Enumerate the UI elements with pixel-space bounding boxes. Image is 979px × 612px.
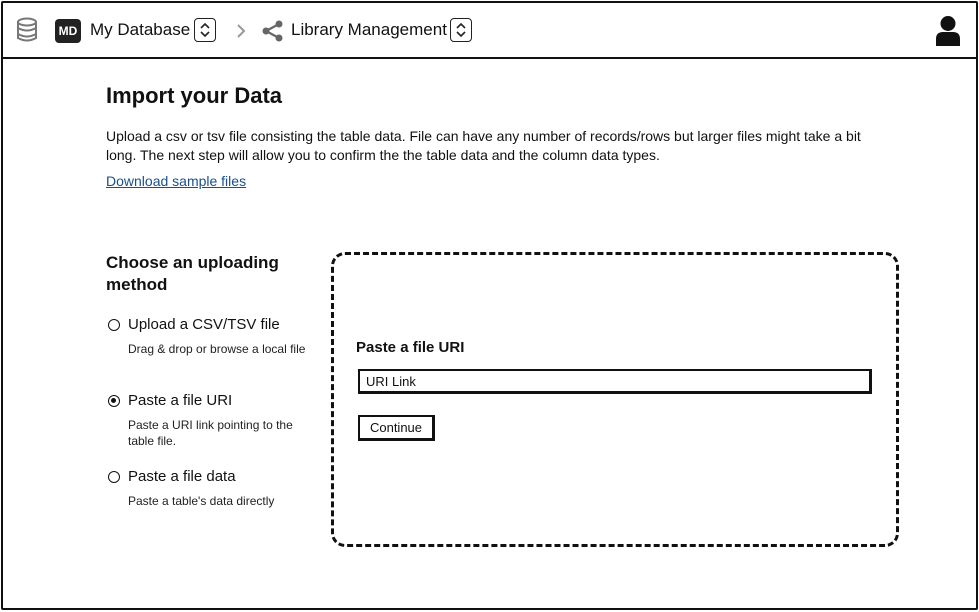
uri-field-label: Paste a file URI — [356, 339, 465, 356]
continue-button[interactable]: Continue — [358, 415, 435, 441]
top-bar — [3, 3, 976, 59]
option-help-text: Paste a URI link pointing to the table file. — [128, 418, 293, 448]
database-stack-icon[interactable] — [15, 17, 39, 43]
radio-button[interactable] — [108, 319, 120, 331]
upload-method-option-uri — [108, 392, 308, 449]
radio-button-selected[interactable] — [108, 395, 120, 407]
option-help-text: Paste a table's data directly — [128, 494, 275, 508]
up-down-chevron-icon — [454, 22, 468, 38]
uri-link-input[interactable] — [358, 369, 872, 394]
option-label: Upload a CSV/TSV file — [128, 316, 280, 333]
database-badge[interactable]: MD — [55, 19, 81, 43]
option-help-text: Drag & drop or browse a local file — [128, 342, 306, 356]
option-label: Paste a file data — [128, 468, 236, 485]
share-nodes-icon — [261, 20, 285, 47]
upload-method-option-data — [108, 468, 308, 509]
radio-button[interactable] — [108, 471, 120, 483]
download-sample-files-link[interactable]: Download sample files — [106, 173, 247, 189]
database-switcher-button[interactable] — [194, 18, 216, 42]
upload-panel — [331, 252, 899, 547]
schema-name[interactable]: Library Management — [291, 20, 447, 39]
page-title: Import your Data — [106, 83, 283, 108]
upload-method-option-csv — [108, 316, 308, 357]
option-label: Paste a file URI — [128, 392, 233, 409]
up-down-chevron-icon — [198, 22, 212, 38]
app-window — [1, 1, 978, 610]
chevron-right-icon — [235, 23, 247, 44]
paste-uri-radio-row[interactable] — [108, 392, 308, 409]
database-name[interactable]: My Database — [90, 20, 191, 39]
page-description: Upload a csv or tsv file consisting the table data. File can have any number of records/rows but larger files might take a bit long. The next step will allow you to confirm the the table data and the column data types. — [106, 128, 861, 163]
paste-data-radio-row[interactable] — [108, 468, 308, 485]
upload-method-heading: Choose an uploading method — [106, 253, 279, 294]
user-avatar-icon[interactable] — [935, 15, 961, 52]
schema-switcher-button[interactable] — [450, 18, 472, 42]
upload-csv-radio-row[interactable] — [108, 316, 308, 333]
